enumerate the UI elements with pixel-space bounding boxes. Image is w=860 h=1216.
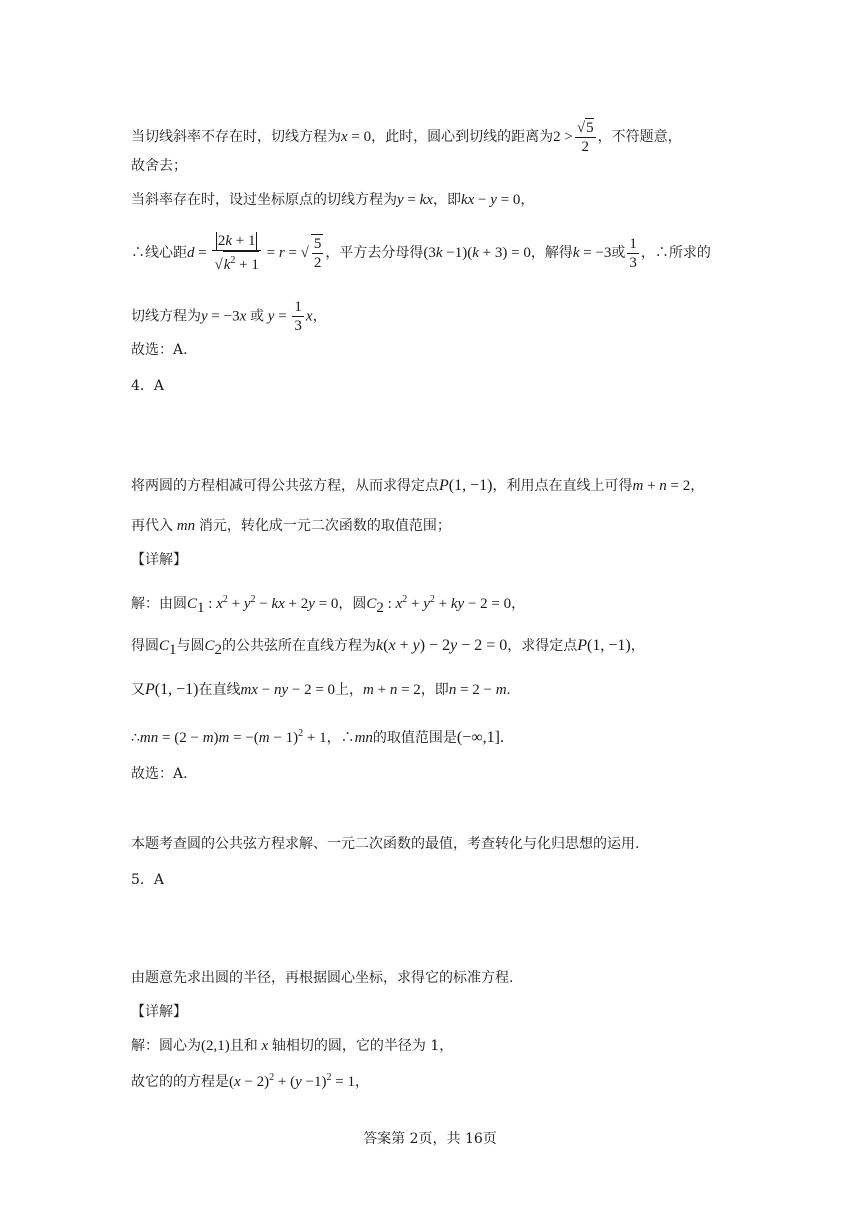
- math: mn: [173, 518, 199, 534]
- text: 且和: [229, 1038, 258, 1054]
- math: mn: [354, 730, 373, 746]
- math: =: [274, 308, 291, 325]
- math: 2: [214, 641, 223, 658]
- math: (2,1): [201, 1038, 230, 1054]
- text: ，: [354, 1074, 369, 1090]
- answer-number: 5．A: [131, 872, 165, 888]
- text: 上，: [335, 682, 364, 698]
- text: ，: [511, 596, 526, 612]
- fraction: $\frac{1}{3}$: [294, 299, 302, 334]
- math: (1, −1): [448, 477, 493, 494]
- page-footer: 答案第 2页，共 16页: [363, 1131, 497, 1147]
- paragraph-line: [131, 298, 327, 335]
- text: ，此时，圆心到切线的距离为: [371, 129, 554, 145]
- math: 1: [169, 641, 177, 658]
- math: = 2: [666, 478, 691, 494]
- math: C: [204, 638, 215, 654]
- text: ，圆: [338, 596, 367, 612]
- text: 再代入: [131, 518, 173, 534]
- math: =: [194, 245, 211, 261]
- section-heading: 【详解】: [131, 552, 187, 568]
- paragraph-line: [131, 516, 451, 536]
- math: x: [257, 1038, 272, 1054]
- math: (1, −1): [154, 681, 199, 698]
- text: ，平方去分母得: [325, 245, 424, 261]
- math: y: [490, 192, 497, 208]
- math: : $x^2 + y^2$ + ky − 2 = 0: [383, 594, 512, 612]
- text: ，: [520, 192, 535, 208]
- math: +: [643, 478, 660, 494]
- paragraph-line: [131, 590, 525, 618]
- math: C: [366, 596, 377, 612]
- math: x: [341, 129, 348, 145]
- math: mx − ny − 2 = 0: [240, 682, 336, 698]
- math: C: [187, 596, 198, 612]
- math: n = 2 − m.: [448, 682, 511, 698]
- fraction: $\frac{5}{2}$: [311, 234, 324, 272]
- math: x: [305, 308, 313, 325]
- text: ，即: [432, 192, 461, 208]
- text: ，即: [420, 682, 449, 698]
- math: r: [278, 245, 285, 261]
- text: 将两圆的方程相减可得公共弦方程，从而求得定点: [131, 478, 439, 494]
- paragraph-line: [131, 680, 510, 700]
- paragraph-line: 本题考查圆的公共弦方程求解、一元二次函数的最值，考查转化与化归思想的运用.: [131, 836, 640, 852]
- paragraph-line: [131, 636, 645, 660]
- paragraph-line: 故舍去；: [131, 158, 187, 174]
- math: P: [439, 477, 449, 494]
- math: y: [264, 308, 275, 325]
- math: C: [159, 638, 170, 654]
- math: 2 >: [553, 129, 573, 145]
- math: : $x^2 + y^2$ − kx + 2y = 0: [204, 594, 339, 612]
- paragraph-line: [131, 232, 711, 274]
- fraction: $\frac{2k + 1}{√k^2 + 1}$: [214, 233, 259, 273]
- paragraph-line: 故选：A.: [131, 342, 188, 358]
- text: 与圆: [176, 638, 205, 654]
- math: (1, −1): [587, 637, 631, 654]
- math: y: [397, 192, 404, 208]
- text: 又: [131, 682, 145, 698]
- text: 轴相切的圆，它的半径为 1，: [271, 1038, 454, 1054]
- paragraph-line: [131, 1036, 453, 1056]
- text: 消元，转化成一元二次函数的取值范围；: [198, 518, 451, 534]
- text: ，: [690, 478, 705, 494]
- text: ，∴所求的: [640, 245, 711, 261]
- math: kx: [460, 192, 475, 208]
- paragraph-line: 由题意先求出圆的半径，再根据圆心坐标，求得它的标准方程.: [131, 970, 514, 986]
- math: = −3: [579, 245, 612, 261]
- math: mn = $(2 - m)m = -(m - 1)^2 + 1$: [139, 728, 327, 746]
- text: 解：由圆: [131, 596, 187, 612]
- math: m: [632, 478, 644, 494]
- section-heading: 【详解】: [131, 1004, 187, 1020]
- math: P: [577, 637, 588, 654]
- text: 故它的的方程是: [131, 1074, 229, 1090]
- text: 的公共弦所在直线方程为: [222, 638, 377, 654]
- text: 在直线: [198, 682, 241, 698]
- math: $(x - 2)^2 + (y -1)^2 = 1$: [229, 1072, 355, 1090]
- text: ∴: [131, 730, 140, 746]
- text: 或: [250, 308, 265, 325]
- math: 1: [197, 599, 205, 616]
- text: ，解得: [530, 245, 573, 261]
- math: = √: [284, 245, 309, 261]
- text: 当斜率存在时，设过坐标原点的切线方程为: [131, 192, 397, 208]
- math: kx: [419, 192, 433, 208]
- text: 解：圆心为: [131, 1038, 201, 1054]
- text: 得圆: [131, 638, 159, 654]
- fraction: $\frac{√5}{2}$: [576, 120, 594, 155]
- text: ，: [312, 308, 327, 325]
- math: (−∞,1].: [456, 729, 505, 746]
- text: ，利用点在直线上可得: [492, 478, 633, 494]
- math: =: [262, 245, 279, 261]
- math: =: [403, 192, 420, 208]
- math: k(x + y) − 2y − 2 = 0: [376, 637, 508, 654]
- fraction: $\frac{1}{3}$: [629, 235, 637, 271]
- text: ，求得定点: [507, 638, 578, 654]
- text: 切线方程为: [131, 308, 201, 325]
- text: ∴线心距: [131, 245, 187, 261]
- math: k: [572, 245, 580, 261]
- text: ，: [630, 638, 645, 654]
- text: ，∴: [326, 730, 355, 746]
- text: 或: [611, 245, 626, 261]
- paragraph-line: [131, 1068, 369, 1092]
- text: ，不符题意，: [597, 129, 682, 145]
- math: y: [201, 308, 208, 325]
- math: = 0: [347, 129, 372, 145]
- math: (3k −1)(k + 3) = 0: [423, 245, 531, 261]
- math: = −3x: [207, 308, 247, 325]
- text: 当切线斜率不存在时，切线方程为: [131, 129, 341, 145]
- math: m + n = 2: [363, 682, 421, 698]
- math: 2: [376, 599, 384, 616]
- paragraph-line: [131, 476, 704, 496]
- math: P: [145, 681, 155, 698]
- math: d: [187, 245, 195, 261]
- math: = 0: [496, 192, 521, 208]
- paragraph-line: [131, 118, 682, 156]
- math: n: [659, 478, 667, 494]
- text: 的取值范围是: [372, 730, 457, 746]
- paragraph-line: 故选：A.: [131, 766, 188, 782]
- math: −: [474, 192, 491, 208]
- paragraph-line: [131, 724, 504, 748]
- answer-number: 4．A: [131, 378, 165, 394]
- paragraph-line: [131, 190, 534, 210]
